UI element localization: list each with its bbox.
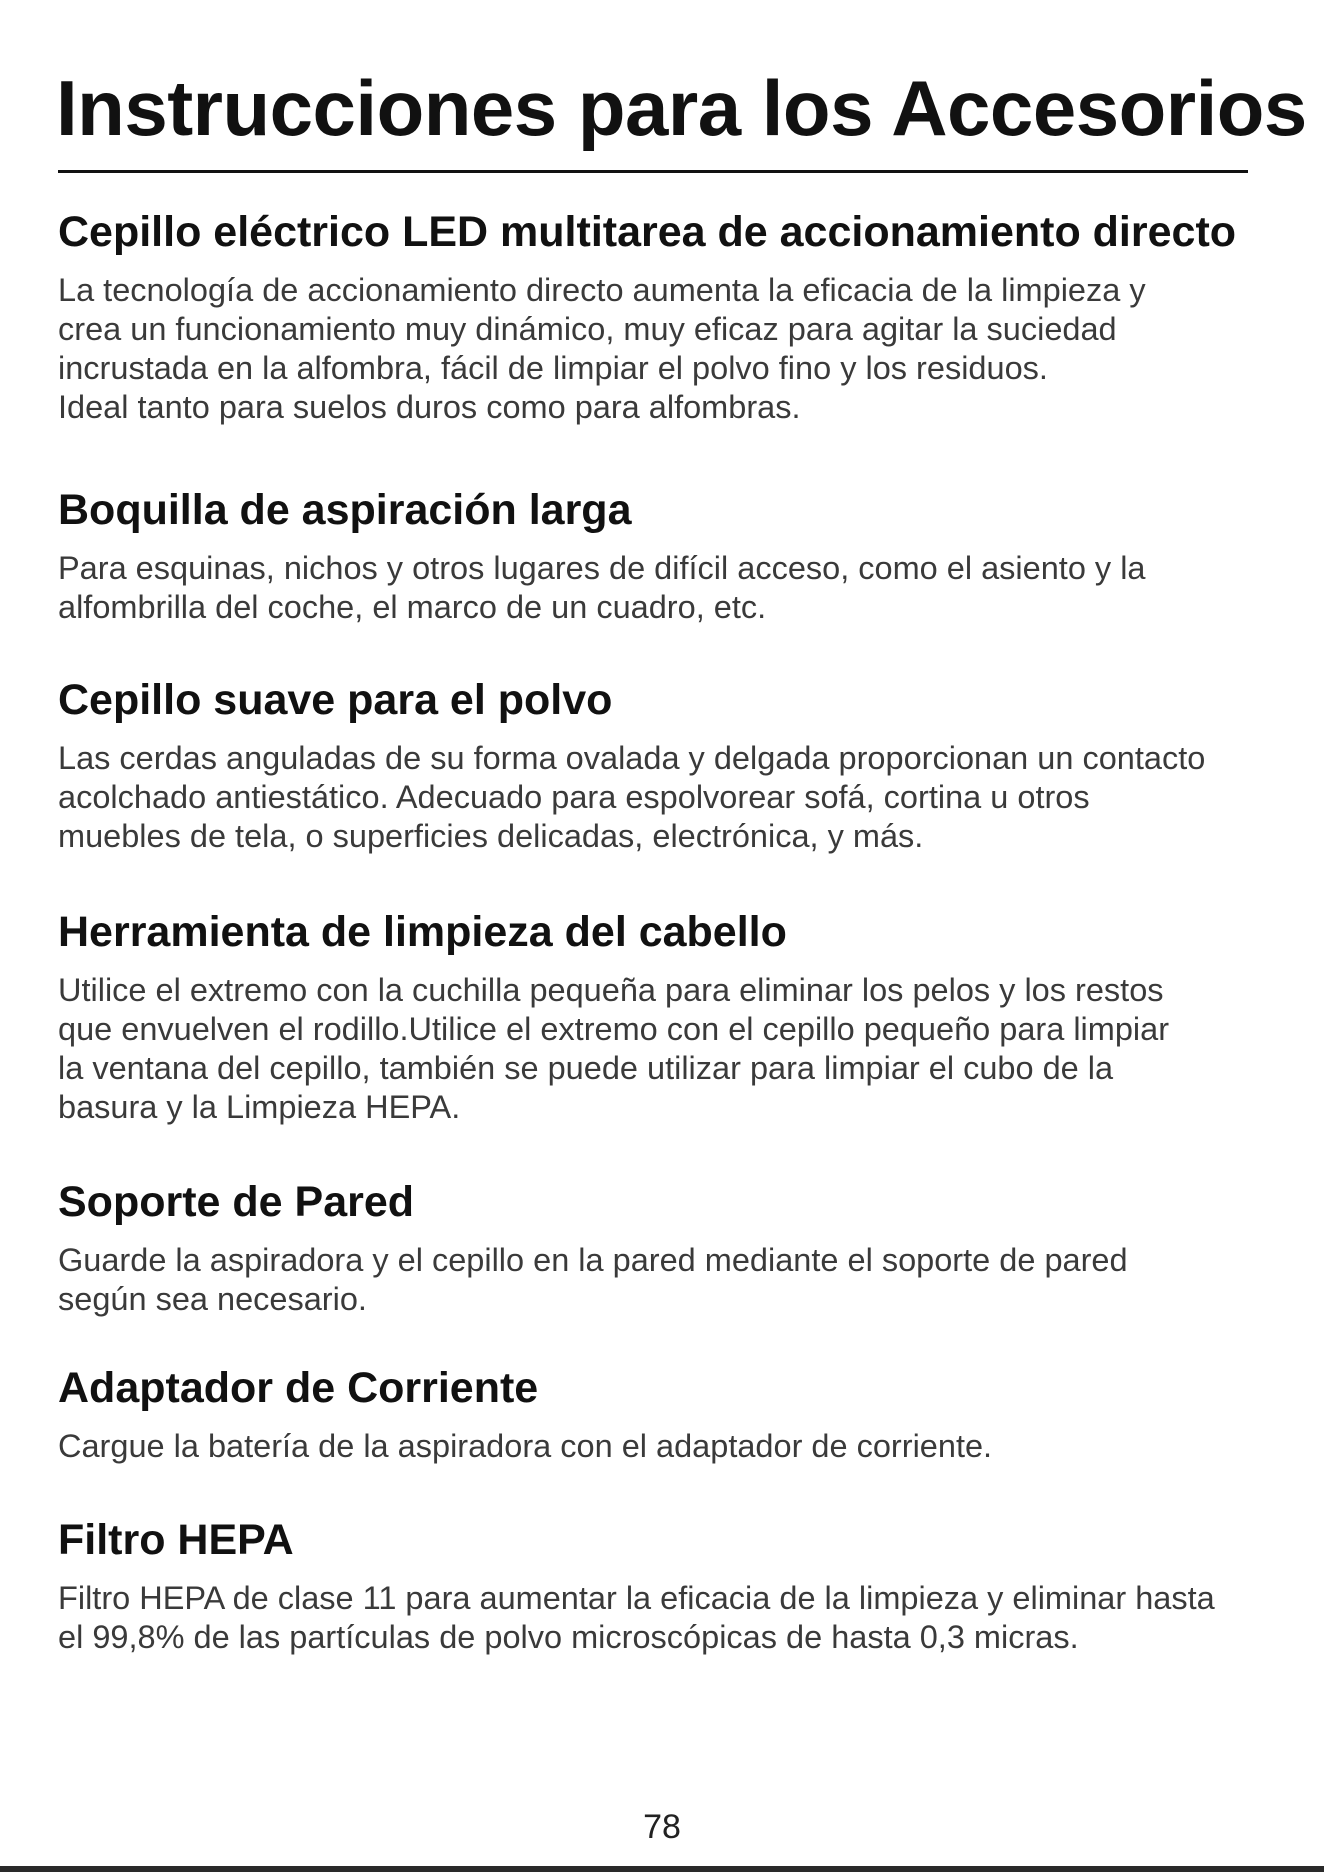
section-body: Guarde la aspiradora y el cepillo en la pared mediante el soporte de pared según sea necesario. [58, 1242, 1128, 1318]
section-wall-mount [58, 1178, 1298, 1319]
section-body: Utilice el extremo con la cuchilla pequeña para eliminar los pelos y los restos que envuelven el rodillo.Utilice el extremo con el cepillo pequeño para limpiar la ventana del cepillo, también se puede utilizar para limpiar el cubo de la basura y la Limpieza HEPA. [58, 972, 1170, 1126]
section-crevice-nozzle [58, 486, 1298, 627]
bottom-edge-bar [0, 1866, 1324, 1872]
section-hepa-filter [58, 1516, 1298, 1657]
section-body: Filtro HEPA de clase 11 para aumentar la eficacia de la limpieza y eliminar hasta el 99,8% de las partículas de polvo microscópicas de hasta 0,3 micras. [58, 1580, 1215, 1656]
section-body: Cargue la batería de la aspiradora con el adaptador de corriente. [58, 1428, 993, 1465]
section-heading: Filtro HEPA [58, 1516, 294, 1564]
section-body: Para esquinas, nichos y otros lugares de difícil acceso, como el asiento y la alfombrilla del coche, el marco de un cuadro, etc. [58, 550, 1146, 626]
page-title: Instrucciones para los Accesorios [56, 64, 1307, 152]
section-power-adapter [58, 1364, 1298, 1466]
section-heading: Boquilla de aspiración larga [58, 486, 632, 534]
title-divider [58, 170, 1248, 173]
section-heading: Cepillo eléctrico LED multitarea de accionamiento directo [58, 208, 1237, 256]
page-number: 78 [643, 1808, 681, 1846]
section-heading: Cepillo suave para el polvo [58, 676, 613, 724]
section-body: Las cerdas anguladas de su forma ovalada y delgada proporcionan un contacto acolchado antiestático. Adecuado para espolvorear sofá, cortina u otros muebles de tela, o superficies delicadas, electrónica, y más. [58, 740, 1206, 855]
section-direct-drive-brush [58, 208, 1298, 427]
section-hair-cleaning-tool [58, 908, 1298, 1127]
section-heading: Adaptador de Corriente [58, 1364, 539, 1412]
section-body: La tecnología de accionamiento directo aumenta la eficacia de la limpieza y crea un funcionamiento muy dinámico, muy eficaz para agitar la suciedad incrustada en la alfombra, fácil de limpiar el polvo fino y los residuos. Ideal tanto para suelos duros como para alfombras. [58, 272, 1146, 426]
section-soft-dust-brush [58, 676, 1298, 856]
section-heading: Soporte de Pared [58, 1178, 415, 1226]
section-heading: Herramienta de limpieza del cabello [58, 908, 787, 956]
